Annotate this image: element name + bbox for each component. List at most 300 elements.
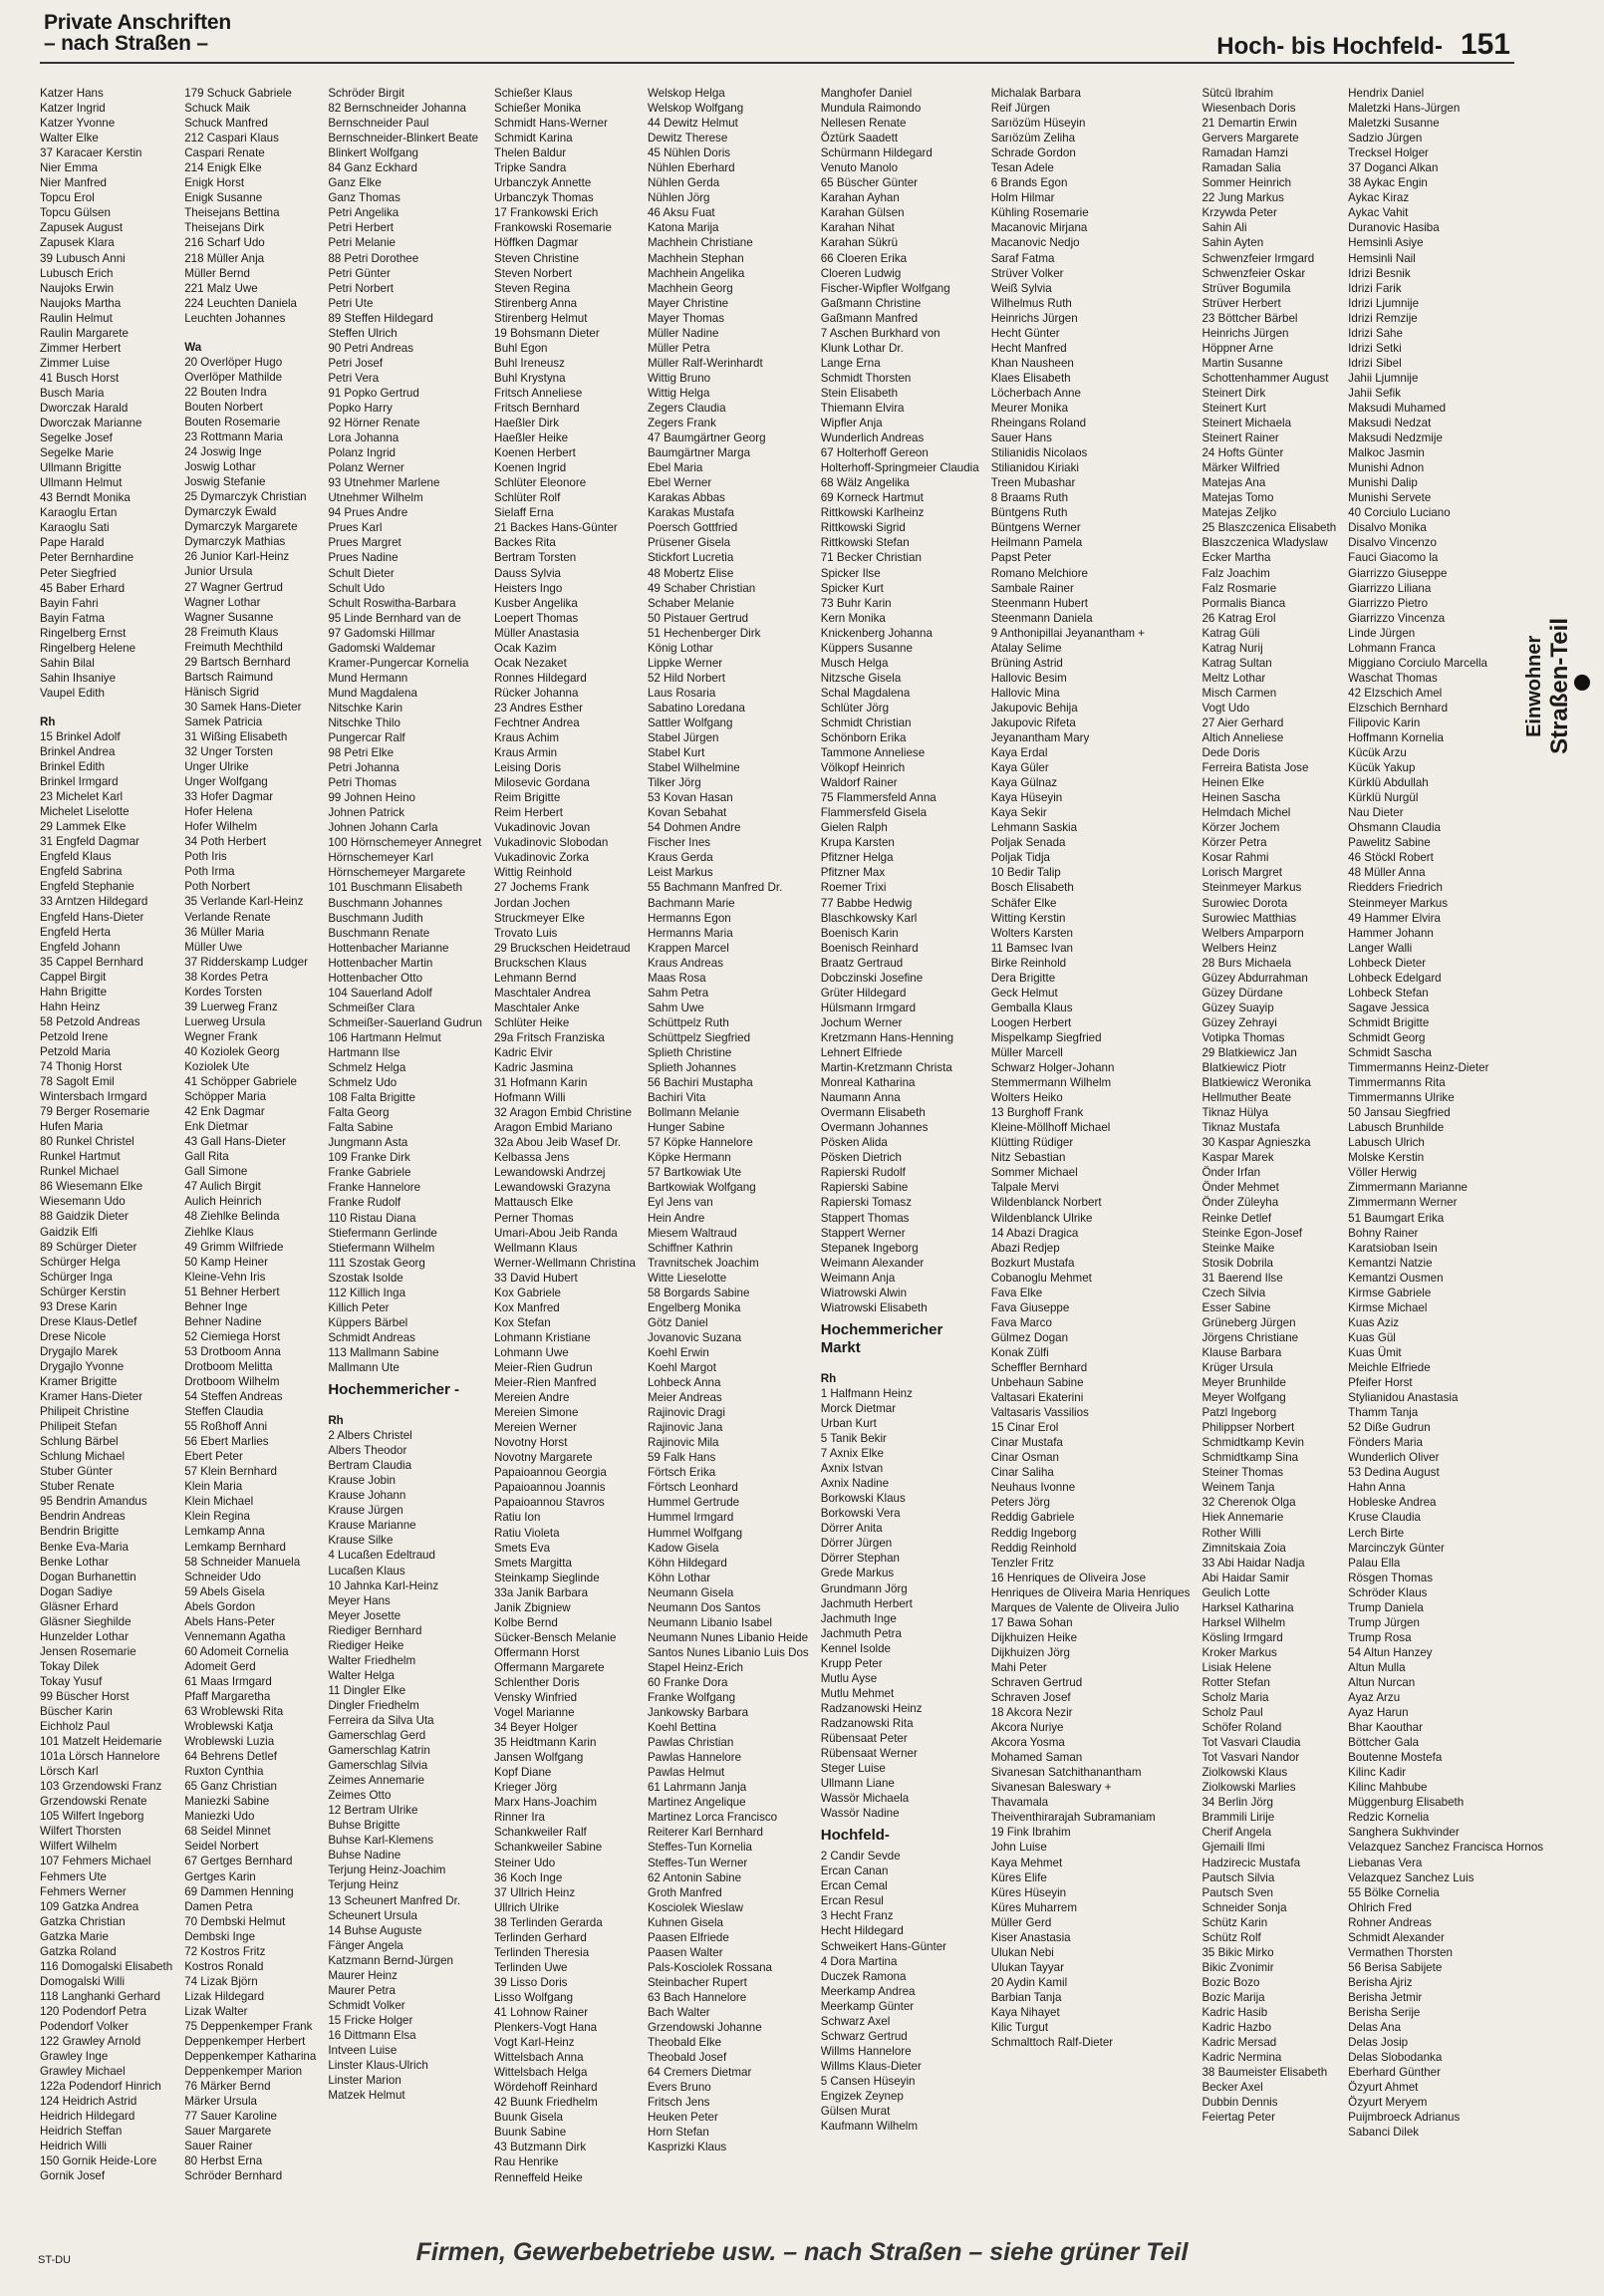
resident-entry: Schüttpelz Ruth — [647, 1015, 729, 1029]
resident-entry: Fischer Ines — [647, 836, 711, 850]
resident-entry: Dewitz Therese — [647, 132, 728, 145]
resident-entry: Sambale Rainer — [990, 581, 1074, 595]
resident-entry: Schaber Melanie — [647, 596, 734, 610]
resident-entry: Samek Patricia — [184, 715, 263, 728]
resident-entry: Karaoglu Ertan — [40, 506, 118, 520]
resident-entry: 46 Stöckl Robert — [1348, 851, 1434, 865]
resident-entry: Theobald Elke — [647, 2036, 722, 2050]
resident-entry: Koehl Margot — [647, 1360, 716, 1374]
resident-entry: Manghofer Daniel — [820, 87, 913, 100]
resident-entry: Dworczak Marianne — [40, 417, 142, 430]
resident-entry: Bhar Kaouthar — [1348, 1721, 1423, 1735]
resident-entry: 56 Bachiri Mustapha — [647, 1076, 753, 1090]
resident-entry: Nau Dieter — [1348, 806, 1404, 820]
resident-entry: Martin Susanne — [1202, 356, 1283, 370]
resident-entry: Macanovic Nedjo — [990, 236, 1080, 250]
resident-entry: Dörrer Anita — [820, 1522, 883, 1536]
resident-entry: Müller Nadine — [647, 326, 719, 340]
resident-entry: Kleine-Vehn Iris — [184, 1270, 266, 1284]
resident-entry: Giarrizzo Vincenza — [1348, 611, 1446, 625]
resident-entry: 122 Grawley Arnold — [40, 2035, 141, 2049]
resident-entry: Wittelsbach Anna — [493, 2051, 584, 2065]
resident-entry: 77 Sauer Karoline — [184, 2110, 277, 2124]
resident-entry: Hummel Wolfgang — [647, 1526, 743, 1540]
resident-entry: 80 Herbst Erna — [184, 2154, 263, 2168]
resident-entry: Wilfert Thorsten — [40, 1825, 122, 1839]
resident-entry: Overmann Johannes — [820, 1121, 929, 1135]
street-heading: Hochemmericher - — [328, 1381, 460, 1399]
resident-entry: Grzendowski Johanne — [647, 2021, 762, 2035]
resident-entry: Nitz Sebastian — [990, 1151, 1066, 1165]
resident-entry: Katrag Sultan — [1202, 656, 1272, 670]
resident-entry: Rajinovic Jana — [647, 1421, 723, 1435]
resident-entry: Stappert Werner — [820, 1226, 906, 1240]
resident-entry: Stabel Kurt — [647, 746, 705, 760]
resident-entry: 103 Grzendowski Franz — [40, 1780, 162, 1794]
resident-entry: Reddig Ingeborg — [990, 1526, 1077, 1540]
resident-entry: Kühling Rosemarie — [990, 206, 1089, 220]
resident-entry: Gamerschlag Gerd — [328, 1729, 426, 1743]
resident-entry: Cinar Osman — [990, 1451, 1059, 1465]
resident-entry: Hermanns Egon — [647, 911, 731, 925]
resident-entry: Schraven Josef — [990, 1691, 1071, 1705]
resident-entry: Buhl Ireneusz — [493, 356, 565, 370]
resident-entry: Liebanas Vera — [1348, 1856, 1423, 1869]
resident-entry: Waschat Thomas — [1348, 671, 1438, 685]
resident-entry: Güzey Zehrayi — [1202, 1015, 1277, 1029]
resident-entry: Küres Muharrem — [990, 1900, 1078, 1914]
resident-entry: Berisha Ajriz — [1348, 1975, 1413, 1989]
resident-entry: Neumann Gisela — [647, 1585, 734, 1599]
resident-entry: Lewandowski Andrzej — [493, 1166, 606, 1180]
resident-entry: Lohbeck Dieter — [1348, 956, 1427, 970]
resident-entry: Schmidt Christian — [820, 716, 912, 729]
resident-entry: Kramer Hans-Dieter — [40, 1390, 143, 1404]
resident-entry: Strüver Bogumila — [1202, 281, 1291, 295]
resident-entry: Philipeit Christine — [40, 1405, 130, 1419]
resident-entry: Philipeit Stefan — [40, 1420, 118, 1434]
resident-entry: Thelen Baldur — [493, 146, 567, 160]
resident-entry: Dörrer Stephan — [820, 1552, 900, 1566]
resident-entry: John Luise — [990, 1841, 1047, 1855]
resident-entry: Valtasari Ekaterini — [990, 1391, 1084, 1405]
resident-entry: 29 Bartsch Bernhard — [184, 655, 291, 669]
resident-entry: Förtsch Leonhard — [647, 1481, 738, 1495]
resident-entry: Schürger Inga — [40, 1270, 113, 1284]
resident-entry: Raulin Helmut — [40, 311, 113, 325]
resident-entry: 53 Drotboom Anna — [184, 1344, 281, 1358]
resident-entry: 99 Büscher Horst — [40, 1689, 130, 1703]
resident-entry: Boenisch Karin — [820, 926, 899, 940]
resident-entry: Schröder Klaus — [1348, 1585, 1428, 1599]
resident-entry: Verlande Renate — [184, 910, 271, 924]
resident-entry: Milosevic Gordana — [493, 776, 590, 790]
resident-entry: Jakupovic Behija — [990, 701, 1078, 715]
resident-entry: Kaya Hüseyin — [990, 791, 1063, 805]
resident-entry: Schiffner Kathrin — [647, 1241, 733, 1255]
resident-entry: Machhein Christiane — [647, 236, 753, 250]
resident-entry: 62 Antonin Sabine — [647, 1870, 742, 1884]
resident-entry: Schmidt Hans-Werner — [493, 117, 608, 131]
street-heading: Hochemmericher Markt — [820, 1320, 943, 1356]
resident-entry: 98 Petri Elke — [328, 746, 395, 760]
resident-entry: Leuchten Johannes — [184, 311, 286, 325]
resident-entry: Klause Barbara — [1202, 1345, 1282, 1359]
resident-entry: Schlung Bärbel — [40, 1435, 119, 1449]
resident-entry: Hunzelder Lothar — [40, 1629, 129, 1643]
resident-entry: Dera Brigitte — [990, 971, 1056, 985]
resident-entry: Petri Vera — [328, 371, 380, 385]
resident-entry: Peter Bernhardine — [40, 551, 134, 565]
resident-entry: Weimann Alexander — [820, 1256, 925, 1270]
resident-entry: Gamerschlag Katrin — [328, 1744, 430, 1758]
resident-entry: Kennel Isolde — [820, 1641, 891, 1655]
resident-entry: 20 Overlöper Hugo — [184, 355, 283, 369]
resident-entry: Labusch Brunhilde — [1348, 1121, 1445, 1135]
resident-entry: 42 Enk Dagmar — [184, 1105, 265, 1119]
resident-entry: Kosciolek Wieslaw — [647, 1900, 743, 1914]
resident-entry: Meier Andreas — [647, 1391, 722, 1405]
resident-entry: Podendorf Volker — [40, 2020, 129, 2033]
resident-entry: Petzold Irene — [40, 1029, 109, 1043]
resident-entry: Janik Zbigniew — [493, 1600, 571, 1614]
resident-entry: Buhl Egon — [493, 341, 548, 355]
resident-entry: Lehmann Saskia — [990, 821, 1078, 835]
resident-entry: 109 Franke Dirk — [328, 1151, 410, 1165]
resident-entry: Petri Herbert — [328, 221, 395, 235]
resident-entry: Franke Hannelore — [328, 1181, 421, 1195]
resident-entry: Krause Jürgen — [328, 1504, 403, 1518]
resident-entry: Jörgens Christiane — [1202, 1330, 1299, 1344]
resident-entry: 48 Müller Anna — [1348, 866, 1426, 880]
resident-entry: Pfeifer Horst — [1348, 1376, 1413, 1390]
resident-entry: Zapusek August — [40, 221, 124, 235]
resident-entry: Marcinczyk Günter — [1348, 1541, 1445, 1555]
resident-entry: Steenmann Daniela — [990, 611, 1093, 625]
resident-entry: Rajinovic Mila — [647, 1436, 719, 1450]
resident-entry: Tiknaz Mustafa — [1202, 1121, 1280, 1135]
resident-entry: Roemer Trixi — [820, 881, 887, 895]
resident-entry: Fritsch Jens — [647, 2096, 710, 2110]
resident-entry: Stylianidou Anastasia — [1348, 1391, 1459, 1405]
resident-entry: Klein Regina — [184, 1510, 250, 1524]
resident-entry: Michelet Liselotte — [40, 805, 130, 819]
resident-entry: Schmidt Alexander — [1348, 1930, 1445, 1944]
resident-entry: Stemmermann Wilhelm — [990, 1076, 1112, 1090]
resident-entry: 41 Schöpper Gabriele — [184, 1075, 297, 1089]
resident-entry: Pals-Kosciolek Rossana — [647, 1960, 772, 1974]
resident-entry: 116 Domogalski Elisabeth — [40, 1959, 173, 1973]
resident-entry: Kox Gabriele — [493, 1286, 562, 1299]
resident-entry: Meyer Brunhilde — [1202, 1376, 1286, 1390]
resident-entry: Grawley Inge — [40, 2050, 109, 2064]
resident-entry: Miesem Waltraud — [647, 1226, 737, 1240]
resident-entry: Mayer Thomas — [647, 311, 725, 325]
resident-entry: 60 Adomeit Cornelia — [184, 1644, 289, 1658]
resident-entry: Katrag Nurij — [1202, 641, 1263, 655]
resident-entry: Steven Norbert — [493, 266, 572, 280]
resident-entry: Petri Thomas — [328, 776, 398, 790]
resident-entry: 24 Joswig Inge — [184, 445, 262, 459]
resident-entry: Steenmann Hubert — [990, 596, 1089, 610]
resident-entry: Damen Petra — [184, 1899, 253, 1913]
resident-entry: Linster Klaus-Ulrich — [328, 2059, 428, 2073]
resident-entry: Berisha Serije — [1348, 2006, 1421, 2019]
resident-entry: 15 Cinar Erol — [990, 1421, 1059, 1435]
resident-entry: Poth Norbert — [184, 880, 250, 894]
resident-entry: Neuhaus Ivonne — [990, 1481, 1076, 1495]
resident-entry: Krappen Marcel — [647, 941, 729, 955]
resident-entry: Holm Hilmar — [990, 191, 1055, 205]
resident-entry: Schwarz Holger-Johann — [990, 1061, 1115, 1075]
resident-entry: Mahi Peter — [990, 1660, 1047, 1674]
resident-entry: Schraven Gertrud — [990, 1675, 1083, 1689]
resident-entry: Jachmuth Petra — [820, 1626, 902, 1640]
resident-entry: Hein Andre — [647, 1211, 705, 1225]
resident-entry: Wildenblanck Ulrike — [990, 1211, 1093, 1225]
resident-entry: Umari-Abou Jeib Randa — [493, 1226, 618, 1240]
resident-entry: 45 Baber Erhard — [40, 581, 126, 595]
resident-entry: Wassör Nadine — [820, 1807, 900, 1821]
resident-entry: 2 Albers Christel — [328, 1429, 412, 1443]
resident-entry: Peters Jörg — [990, 1496, 1050, 1510]
resident-entry: Henriques de Oliveira Maria Henriques — [990, 1585, 1191, 1599]
resident-entry: Sommer Michael — [990, 1166, 1078, 1180]
resident-entry: Kosar Rahmi — [1202, 851, 1269, 865]
resident-entry: Kilic Turgut — [990, 2021, 1049, 2035]
resident-entry: Kücük Arzu — [1348, 746, 1407, 760]
resident-entry: Walter Friedhelm — [328, 1653, 416, 1667]
resident-entry: Mereien Simone — [493, 1406, 579, 1420]
resident-entry: Horn Stefan — [647, 2126, 709, 2140]
resident-entry: Cappel Birgit — [40, 970, 107, 984]
resident-entry: Riediger Heike — [328, 1638, 404, 1652]
resident-entry: 69 Dammen Henning — [184, 1884, 294, 1898]
resident-entry: Segelke Josef — [40, 431, 113, 445]
resident-entry: Schlüter Rolf — [493, 491, 561, 505]
resident-entry: 31 Engfeld Dagmar — [40, 835, 139, 849]
resident-entry: Duczek Ramona — [820, 1969, 907, 1983]
resident-entry: Hörnschemeyer Margarete — [328, 866, 466, 880]
resident-entry: Polanz Ingrid — [328, 446, 396, 460]
resident-entry: Nier Emma — [40, 161, 98, 175]
resident-entry: Klütting Rüdiger — [990, 1136, 1074, 1150]
resident-entry: Idrizi Besnik — [1348, 266, 1411, 280]
resident-entry: Akcora Nuriye — [990, 1721, 1064, 1735]
resident-entry: Flammersfeld Gisela — [820, 806, 928, 820]
resident-entry: Steinkamp Sieglinde — [493, 1571, 600, 1584]
resident-entry: Scholz Maria — [1202, 1691, 1269, 1705]
page-number: 151 — [1460, 28, 1510, 61]
resident-entry: Ercan Canan — [820, 1865, 889, 1878]
resident-entry: Köhn Hildegard — [647, 1556, 727, 1570]
resident-entry: Körzer Petra — [1202, 836, 1267, 850]
resident-entry: Drotboom Melitta — [184, 1359, 273, 1373]
resident-entry: Kroker Markus — [1202, 1645, 1277, 1659]
resident-entry: Wolters Heiko — [990, 1091, 1063, 1105]
resident-entry: Gläsner Erhard — [40, 1599, 119, 1613]
resident-entry: Loogen Herbert — [990, 1015, 1072, 1029]
resident-entry: Deppenkemper Katharina — [184, 2050, 317, 2064]
resident-entry: Karahan Gülsen — [820, 206, 905, 220]
resident-entry: Enigk Horst — [184, 176, 245, 190]
resident-entry: Schmidt Karina — [493, 132, 573, 145]
resident-entry: Matzek Helmut — [328, 2089, 405, 2103]
resident-entry: Kostros Ronald — [184, 1959, 264, 1973]
resident-entry: Albers Theodor — [328, 1444, 407, 1458]
resident-entry: 75 Deppenkemper Frank — [184, 2020, 313, 2033]
resident-entry: Naumann Anna — [820, 1091, 901, 1105]
resident-entry: Falta Sabine — [328, 1121, 394, 1135]
resident-entry: Tokay Yusuf — [40, 1674, 103, 1688]
resident-entry: Rapierski Sabine — [820, 1181, 909, 1195]
resident-entry: 64 Cremers Dietmar — [647, 2066, 752, 2080]
resident-entry: Sahin Ihsaniye — [40, 671, 117, 685]
resident-entry: Öztürk Saadett — [820, 132, 899, 145]
resident-entry: Filipovic Karin — [1348, 716, 1421, 729]
resident-entry: Stirenberg Anna — [493, 296, 578, 310]
resident-entry: Schmidtkamp Sina — [1202, 1451, 1299, 1465]
resident-entry: Baumgärtner Marga — [647, 446, 751, 460]
resident-entry: Drese Klaus-Detlef — [40, 1314, 137, 1328]
resident-entry: Nier Manfred — [40, 176, 108, 190]
resident-entry: Maschtaler Anke — [493, 1001, 580, 1014]
resident-entry: Miggiano Corciulo Marcella — [1348, 656, 1487, 670]
resident-entry: Boutenne Mostefa — [1348, 1751, 1443, 1765]
resident-entry: Perner Thomas — [493, 1211, 574, 1225]
resident-entry: Müller Ralf-Werinhardt — [647, 356, 763, 370]
resident-entry: 56 Berisa Sabijete — [1348, 1960, 1443, 1974]
resident-entry: Schmeißer-Sauerland Gudrun — [328, 1015, 482, 1029]
resident-entry: Gornik Josef — [40, 2169, 106, 2183]
resident-entry: 35 Cappel Bernhard — [40, 955, 143, 969]
resident-entry: Aragon Embid Mariano — [493, 1121, 613, 1135]
resident-entry: Dijkhuizen Jörg — [990, 1645, 1070, 1659]
resident-entry: 216 Scharf Udo — [184, 236, 265, 250]
resident-entry: Lizak Hildegard — [184, 1989, 265, 2003]
resident-entry: Ohsmann Claudia — [1348, 821, 1441, 835]
resident-entry: Martinez Angelique — [647, 1796, 746, 1810]
resident-entry: Schlenther Doris — [493, 1675, 580, 1689]
resident-entry: Eyl Jens van — [647, 1196, 713, 1210]
resident-entry: Katzer Yvonne — [40, 117, 116, 131]
resident-entry: Petri Josef — [328, 356, 384, 370]
resident-entry: Schlüter Jörg — [820, 701, 890, 715]
resident-entry: Weimann Anja — [820, 1271, 896, 1285]
resident-entry: Feiertag Peter — [1202, 2111, 1275, 2125]
resident-entry: Schmidt Brigitte — [1348, 1015, 1430, 1029]
resident-entry: Sahm Uwe — [647, 1001, 704, 1014]
resident-entry: Czech Silvia — [1202, 1286, 1266, 1299]
resident-entry: Maschtaler Andrea — [493, 986, 591, 1000]
resident-entry: 104 Sauerland Adolf — [328, 986, 432, 1000]
resident-entry: 61 Lahrmann Janja — [647, 1781, 747, 1795]
directory-column — [821, 86, 979, 2205]
resident-entry: Wittig Helga — [647, 386, 710, 400]
resident-entry: Lisiak Helene — [1202, 1660, 1272, 1674]
resident-entry: Dauss Sylvia — [493, 566, 561, 580]
resident-entry: Wunderlich Andreas — [820, 431, 925, 445]
resident-entry: Hecht Hildegard — [820, 1924, 904, 1938]
resident-entry: Kraus Gerda — [647, 851, 713, 865]
resident-entry: Pormalis Bianca — [1202, 596, 1286, 610]
resident-entry: Müller Uwe — [184, 940, 243, 954]
resident-entry: 57 Bartkowiak Ute — [647, 1166, 742, 1180]
resident-entry: Maurer Petra — [328, 1983, 396, 1997]
resident-entry: Trovato Luis — [493, 926, 558, 940]
resident-entry: Smets Eva — [493, 1541, 551, 1555]
resident-entry: Kolbe Bernd — [493, 1615, 558, 1629]
resident-entry: Jovanovic Suzana — [647, 1330, 742, 1344]
resident-entry: Rau Henrike — [493, 2155, 559, 2169]
resident-entry: 6 Brands Egon — [990, 176, 1068, 190]
resident-entry: Kemantzi Ousmen — [1348, 1271, 1444, 1285]
resident-entry: Kasprizki Klaus — [647, 2141, 727, 2154]
resident-entry: Boenisch Reinhard — [820, 941, 919, 955]
resident-entry: Mohamed Saman — [990, 1751, 1083, 1765]
resident-entry: Märker Ursula — [184, 2095, 257, 2109]
resident-entry: Weinem Tanja — [1202, 1481, 1275, 1495]
resident-entry: Rittkowski Sigrid — [820, 521, 906, 535]
resident-entry: Pösken Alida — [820, 1136, 888, 1150]
resident-entry: Tripke Sandra — [493, 161, 567, 175]
resident-entry: Tammone Anneliese — [820, 746, 926, 760]
resident-entry: Tot Vasvari Nandor — [1202, 1751, 1300, 1765]
resident-entry: 89 Steffen Hildegard — [328, 311, 433, 325]
resident-entry: Maletzki Hans-Jürgen — [1348, 102, 1461, 116]
resident-entry: Buhse Brigitte — [328, 1819, 401, 1833]
resident-entry: Overmann Elisabeth — [820, 1106, 926, 1120]
resident-entry: Vensky Winfried — [493, 1691, 578, 1705]
resident-entry: Szostak Isolde — [328, 1271, 403, 1285]
resident-entry: Schürger Kerstin — [40, 1285, 127, 1298]
resident-entry: Karahan Ayhan — [820, 191, 900, 205]
resident-entry: Philippser Norbert — [1202, 1421, 1295, 1435]
resident-entry: Hadzirecic Mustafa — [1202, 1856, 1301, 1869]
resident-entry: Bernschneider Paul — [328, 117, 429, 131]
resident-entry: 218 Müller Anja — [184, 251, 265, 265]
resident-entry: Urbanczyk Annette — [493, 176, 592, 190]
resident-entry: Wagner Lothar — [184, 595, 261, 609]
resident-entry: Gall Rita — [184, 1150, 229, 1164]
resident-entry: Karatsioban Isein — [1348, 1241, 1438, 1255]
resident-entry: Sabatino Loredana — [647, 701, 745, 715]
resident-entry: Hermanns Maria — [647, 926, 733, 940]
resident-entry: 21 Backes Hans-Günter — [493, 521, 618, 535]
resident-entry: 32 Cherenok Olga — [1202, 1496, 1296, 1510]
resident-entry: Dymarczyk Ewald — [184, 505, 277, 519]
resident-entry: Hendrix Daniel — [1348, 87, 1425, 100]
resident-entry: 7 Aschen Burkhard von — [820, 326, 940, 340]
resident-entry: Mayer Christine — [647, 296, 729, 310]
resident-entry: 58 Schneider Manuela — [184, 1555, 301, 1569]
resident-entry: Kürklü Abdullah — [1348, 776, 1429, 790]
resident-entry: Schneider Udo — [184, 1570, 261, 1583]
resident-entry: 54 Altun Hanzey — [1348, 1645, 1433, 1659]
resident-entry: Schal Magdalena — [820, 686, 911, 700]
resident-entry: 10 Bedir Talip — [990, 866, 1061, 880]
resident-entry: Stiefermann Wilhelm — [328, 1241, 435, 1255]
resident-entry: Borkowski Vera — [820, 1507, 901, 1521]
resident-entry: 16 Henriques de Oliveira Jose — [990, 1571, 1147, 1584]
resident-entry: Treen Mubashar — [990, 476, 1076, 490]
resident-entry: Ronnes Hildegard — [493, 671, 587, 685]
resident-entry: Schuck Maik — [184, 102, 250, 116]
resident-entry: Gatzka Marie — [40, 1929, 109, 1943]
resident-entry: Sahin Bilal — [40, 656, 95, 670]
resident-entry: Rother Willi — [1202, 1526, 1261, 1540]
resident-entry: Wildenblanck Norbert — [990, 1196, 1102, 1210]
